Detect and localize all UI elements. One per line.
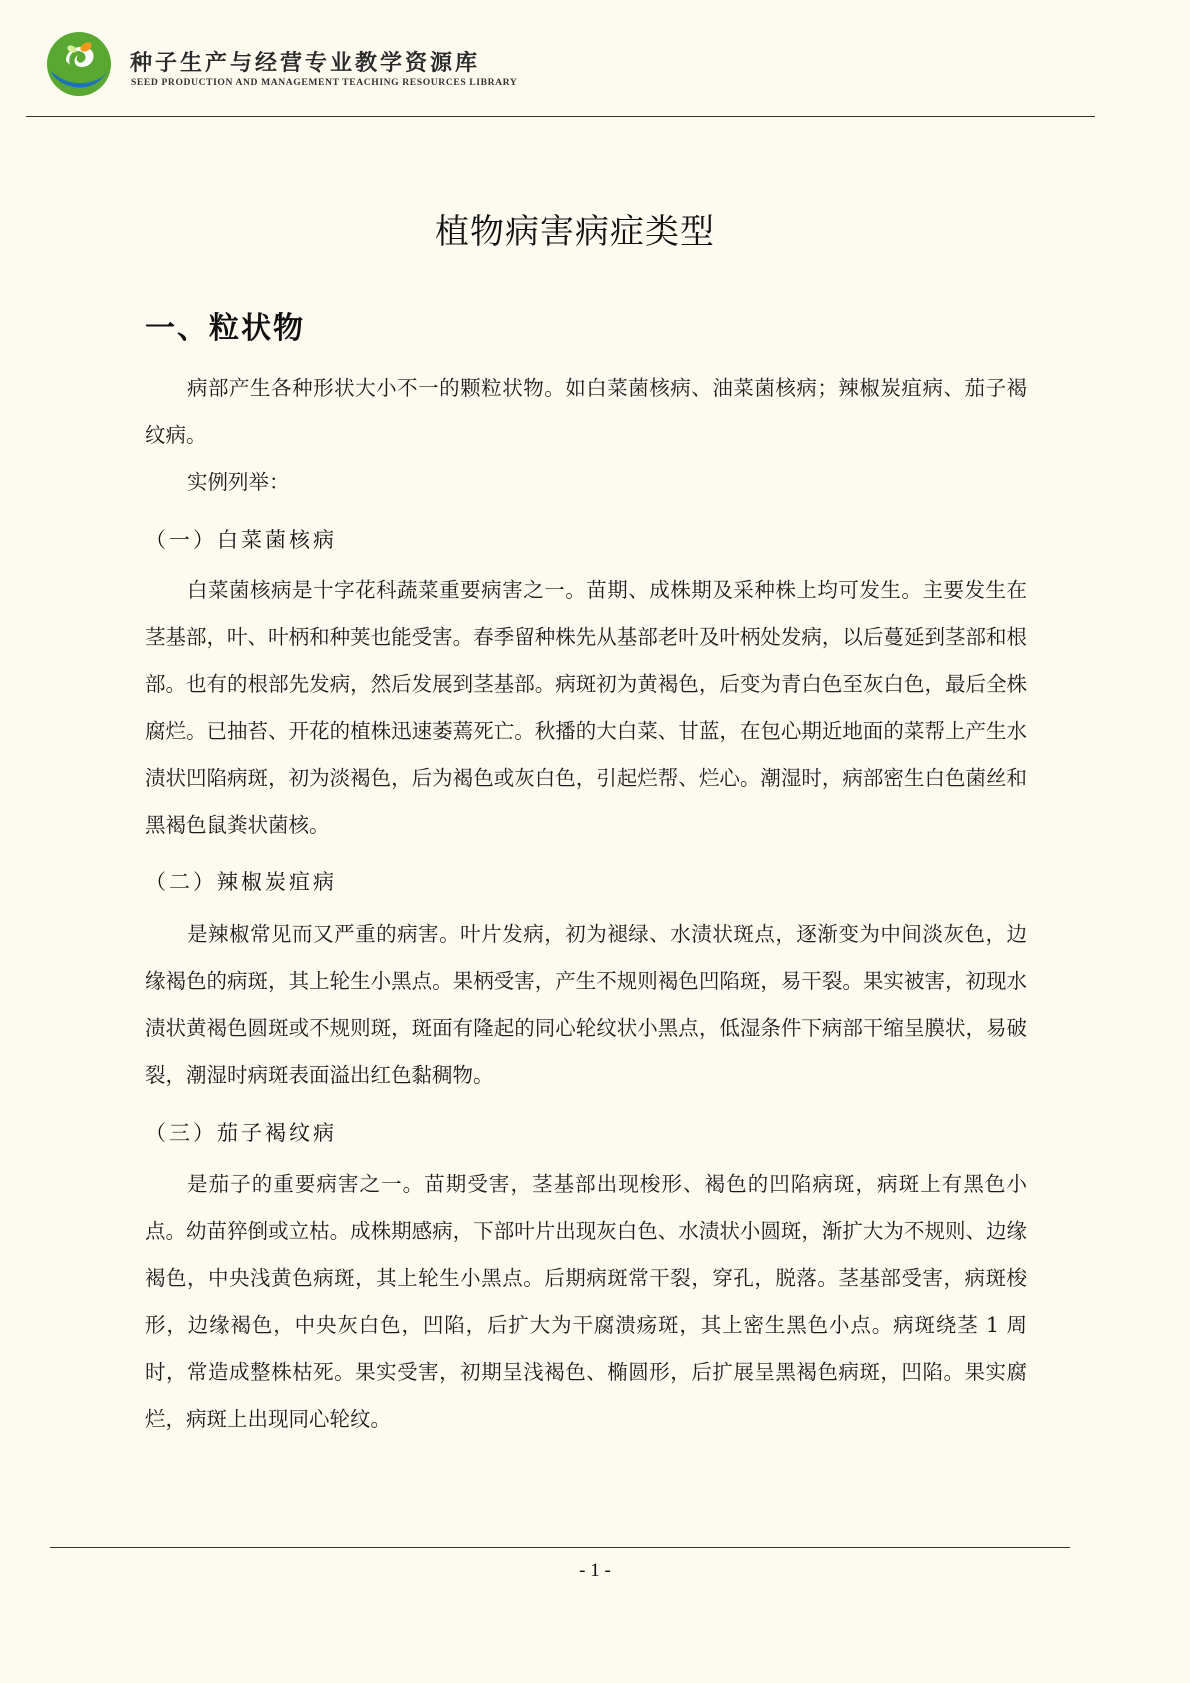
header-divider [26,116,1095,117]
section-heading: 一、粒状物 [145,311,305,346]
subsection-paragraph: 是辣椒常见而又严重的病害。叶片发病，初为褪绿、水渍状斑点，逐渐变为中间淡灰色，边缘褐色的病斑，其上轮生小黑点。果柄受害，产生不规则褐色凹陷斑，易干裂。果实被害，初现水渍状黄褐色圆斑或不规则斑，斑面有隆起的同心轮纹状小黑点，低湿条件下病部干缩呈膜状，易破裂，潮湿时病斑表面溢出红色黏稠物。 [145,922,1027,1087]
brand-title: 种子生产与经营专业教学资源库 [130,51,481,76]
subsection-paragraph: 是茄子的重要病害之一。苗期受害，茎基部出现梭形、褐色的凹陷病斑，病斑上有黑色小点。幼苗猝倒或立枯。成株期感病，下部叶片出现灰白色、水渍状小圆斑，渐扩大为不规则、边缘褐色，中央浅黄色病斑，其上轮生小黑点。后期病斑常干裂，穿孔，脱落。茎基部受害，病斑梭形，边缘褐色，中央灰白色，凹陷，后扩大为干腐溃疡斑，其上密生黑色小点。病斑绕茎 1 周时，常造成整株枯死。果实受害，初期呈浅褐色、椭圆形，后扩展呈黑褐色病斑，凹陷。果实腐烂，病斑上出现同心轮纹。 [145,1172,1027,1431]
seed-logo-icon [46,31,112,97]
subsection-paragraph: 白菜菌核病是十字花科蔬菜重要病害之一。苗期、成株期及采种株上均可发生。主要发生在茎基部，叶、叶柄和种荚也能受害。春季留种株先从基部老叶及叶柄处发病，以后蔓延到茎部和根部。也有的根部先发病，然后发展到茎基部。病斑初为黄褐色，后变为青白色至灰白色，最后全株腐烂。已抽苔、开花的植株迅速萎蔫死亡。秋播的大白菜、甘蓝，在包心期近地面的菜帮上产生水渍状凹陷病斑，初为淡褐色，后为褐色或灰白色，引起烂帮、烂心。潮湿时，病部密生白色菌丝和黑褐色鼠粪状菌核。 [145,578,1027,837]
examples-label: 实例列举： [187,470,290,494]
subsection-heading: （二）辣椒炭疽病 [145,870,337,894]
subsection-heading: （三）茄子褐纹病 [145,1121,337,1145]
subsection-heading: （一）白菜菌核病 [145,528,337,552]
brand-subtitle: SEED PRODUCTION AND MANAGEMENT TEACHING RESOURCES LIBRARY [131,77,518,88]
section-intro-paragraph: 病部产生各种形状大小不一的颗粒状物。如白菜菌核病、油菜菌核病；辣椒炭疽病、茄子褐纹病。 [145,376,1027,447]
page-number: - 1 - [579,1560,611,1581]
footer-divider [50,1547,1070,1548]
page-header [0,0,1190,120]
document-title: 植物病害病症类型 [435,212,715,252]
